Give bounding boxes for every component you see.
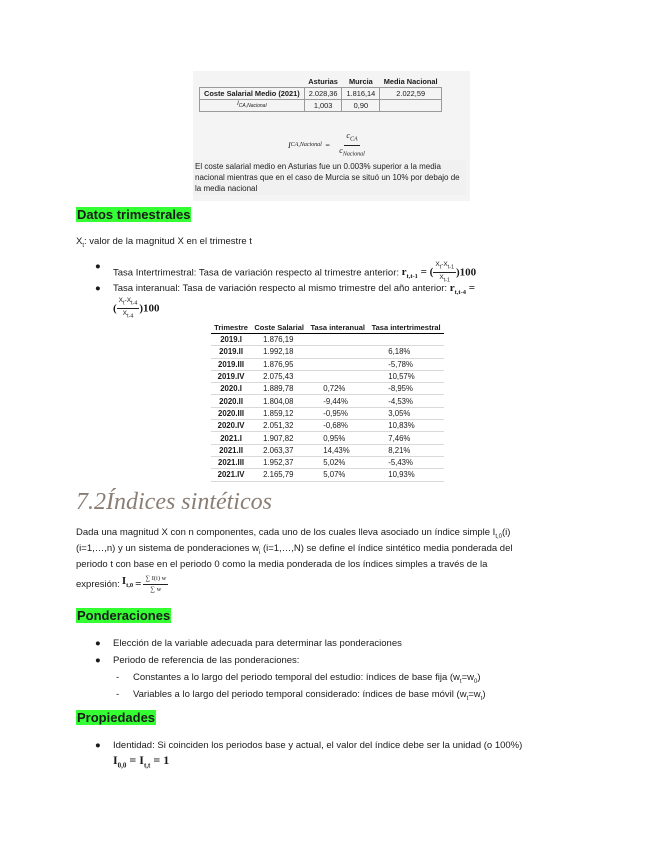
cell: 1.816,14 bbox=[342, 88, 380, 100]
cell-intertrimestral: 10,93% bbox=[368, 469, 444, 481]
cell-intertrimestral: -4,53% bbox=[368, 395, 444, 407]
ponderaciones-item-1: ● Elección de la variable adecuada para determinar las ponderaciones bbox=[95, 638, 402, 649]
cell-intertrimestral: 3,05% bbox=[368, 407, 444, 419]
quarterly-table-body bbox=[211, 334, 444, 482]
cell: 2.028,36 bbox=[304, 88, 342, 100]
table-row bbox=[211, 383, 444, 395]
bullet-dot: ● bbox=[95, 261, 101, 272]
cell-coste: 2.063,37 bbox=[251, 444, 307, 456]
table-row bbox=[211, 432, 444, 444]
cell-interanual bbox=[307, 358, 368, 370]
cell-intertrimestral: 10,57% bbox=[368, 370, 444, 382]
cell-interanual: -9,44% bbox=[307, 395, 368, 407]
col-header-coste: Coste Salarial bbox=[251, 322, 307, 334]
table-row bbox=[211, 469, 444, 481]
cell-intertrimestral bbox=[368, 334, 444, 346]
cell-intertrimestral: -5,43% bbox=[368, 456, 444, 468]
cell-intertrimestral: 8,21% bbox=[368, 444, 444, 456]
dash-bullet: - bbox=[116, 672, 120, 683]
ponderaciones-item-2: ● Periodo de referencia de las ponderaciones: bbox=[95, 655, 300, 666]
propiedades-item-1: ● Identidad: Si coinciden los periodos base y actual, el valor del índice debe ser la unidad (o 100%) bbox=[95, 740, 523, 751]
table-row bbox=[211, 346, 444, 358]
cell-coste: 1.859,12 bbox=[251, 407, 307, 419]
cell-coste: 1.804,08 bbox=[251, 395, 307, 407]
cell-trimestre: 2021.I bbox=[211, 432, 251, 444]
cell bbox=[380, 100, 442, 112]
bullet-interanual-formula: ( $\frac{X_t-X_{t-4}}{X_{t-4}}$ )100 bbox=[113, 297, 160, 320]
cell-trimestre: 2019.III bbox=[211, 358, 251, 370]
table-row bbox=[211, 370, 444, 382]
cell-intertrimestral: 10,83% bbox=[368, 420, 444, 432]
bullet-dot: ● bbox=[95, 740, 101, 751]
cell-coste: 2.075,43 bbox=[251, 370, 307, 382]
cell-trimestre: 2019.IV bbox=[211, 370, 251, 382]
cell-intertrimestral: 7,46% bbox=[368, 432, 444, 444]
cell-interanual: 0,95% bbox=[307, 432, 368, 444]
index-formula: I CA,Nacional = $\frac{c_{CA}}{c_{Nacional}}$ bbox=[288, 131, 365, 158]
section-title-indices-sinteticos: 7.2Índices sintéticos bbox=[76, 489, 272, 515]
cell-trimestre: 2020.IV bbox=[211, 420, 251, 432]
cell-trimestre: 2019.I bbox=[211, 334, 251, 346]
cell-coste: 1.876,95 bbox=[251, 358, 307, 370]
cell-trimestre: 2021.IV bbox=[211, 469, 251, 481]
table-row bbox=[211, 420, 444, 432]
cell-coste: 1.907,82 bbox=[251, 432, 307, 444]
cell-interanual: 0,72% bbox=[307, 383, 368, 395]
cell-interanual bbox=[307, 370, 368, 382]
row-header: Coste Salarial Medio (2021) bbox=[200, 88, 305, 100]
ponderaciones-subitem-2: - Variables a lo largo del periodo temporal considerado: índices de base móvil $(w_t=w_t)$ bbox=[116, 689, 486, 702]
cell-coste: 1.992,18 bbox=[251, 346, 307, 358]
cell: 2.022,59 bbox=[380, 88, 442, 100]
cell-interanual: 5,07% bbox=[307, 469, 368, 481]
cell-interanual: -0,95% bbox=[307, 407, 368, 419]
cell-trimestre: 2019.II bbox=[211, 346, 251, 358]
row-header: $I_{CA,Nacional}$ bbox=[200, 100, 305, 112]
col-header: Media Nacional bbox=[380, 76, 442, 88]
table-row bbox=[211, 395, 444, 407]
cell-interanual: -0,68% bbox=[307, 420, 368, 432]
quarterly-table bbox=[211, 322, 444, 482]
cell-trimestre: 2020.III bbox=[211, 407, 251, 419]
bullet-interanual: ● Tasa interanual: Tasa de variación respecto al mismo trimestre del año anterior: $r_{t,t-4}$ = bbox=[95, 282, 476, 297]
cell-coste: 2.051,32 bbox=[251, 420, 307, 432]
quarterly-table-figure bbox=[211, 322, 446, 482]
table-row bbox=[211, 334, 444, 346]
table-row bbox=[211, 444, 444, 456]
heading-ponderaciones: Ponderaciones bbox=[77, 608, 171, 623]
datos-intro: $X_t$: valor de la magnitud X en el trimestre t bbox=[76, 236, 252, 249]
cell-interanual bbox=[307, 334, 368, 346]
table-row bbox=[211, 407, 444, 419]
cell-coste: 1.952,37 bbox=[251, 456, 307, 468]
col-header-trimestre: Trimestre bbox=[211, 322, 251, 334]
cell-trimestre: 2021.III bbox=[211, 456, 251, 468]
cell-intertrimestral: -5,78% bbox=[368, 358, 444, 370]
cell-intertrimestral: -8,95% bbox=[368, 383, 444, 395]
cell: 1,003 bbox=[304, 100, 342, 112]
cell-interanual bbox=[307, 346, 368, 358]
cell-trimestre: 2020.II bbox=[211, 395, 251, 407]
salary-table bbox=[199, 76, 442, 112]
col-header: Asturias bbox=[304, 76, 342, 88]
col-header-intertrimestral: Tasa intertrimestral bbox=[368, 322, 444, 334]
cell: 0,90 bbox=[342, 100, 380, 112]
cell-interanual: 14,43% bbox=[307, 444, 368, 456]
table-row bbox=[211, 358, 444, 370]
cell-coste: 1.876,19 bbox=[251, 334, 307, 346]
col-header-interanual: Tasa interanual bbox=[307, 322, 368, 334]
bullet-dot: ● bbox=[95, 638, 101, 649]
ponderaciones-subitem-1: - Constantes a lo largo del periodo temporal del estudio: índices de base fija $(w_t=w_0)$ bbox=[116, 672, 481, 685]
dash-bullet: - bbox=[116, 689, 120, 700]
col-header: Murcia bbox=[342, 76, 380, 88]
header-blank bbox=[200, 76, 305, 88]
cell-trimestre: 2021.II bbox=[211, 444, 251, 456]
cell-trimestre: 2020.I bbox=[211, 383, 251, 395]
table-row bbox=[211, 456, 444, 468]
bullet-dot: ● bbox=[95, 283, 101, 294]
identity-formula: $I_{0,0} = I_{t,t} = 1$ bbox=[113, 753, 170, 770]
bullet-dot: ● bbox=[95, 655, 101, 666]
salary-note: El coste salarial medio en Asturias fue un 0.003% superior a la media nacional mientras que en el caso de Murcia se situó un 10% por debajo de la media nacional bbox=[193, 160, 466, 195]
heading-propiedades: Propiedades bbox=[77, 710, 156, 725]
bullet-intertrimestral: ● Tasa Intertrimestral: Tasa de variación respecto al trimestre anterior: $r_{t,t-1}$ = ( $\frac{X_t-X_{t-1}}{X_{t-1}}$ )100 bbox=[95, 261, 477, 284]
cell-intertrimestral: 6,18% bbox=[368, 346, 444, 358]
cell-coste: 1.889,78 bbox=[251, 383, 307, 395]
cell-coste: 2.165,79 bbox=[251, 469, 307, 481]
heading-datos-trimestrales: Datos trimestrales bbox=[77, 207, 191, 222]
salary-comparison-figure bbox=[193, 71, 470, 201]
sinteticos-paragraph: Dada una magnitud X con n componentes, cada uno de los cuales lleva asociado un índice simple $I_{t,0}(i)$ (i=1,…,n) y un sistema de ponderaciones $w_i$ (i=1,…,N) se define el índice sintético media ponderada del periodo t con base en el periodo 0 como la media ponderada de los índices simples a través de la expresión: $I_{t,0}$ = $\frac{\sum I(i) w}{\sum w}$ bbox=[76, 527, 513, 593]
cell-interanual: 5,02% bbox=[307, 456, 368, 468]
